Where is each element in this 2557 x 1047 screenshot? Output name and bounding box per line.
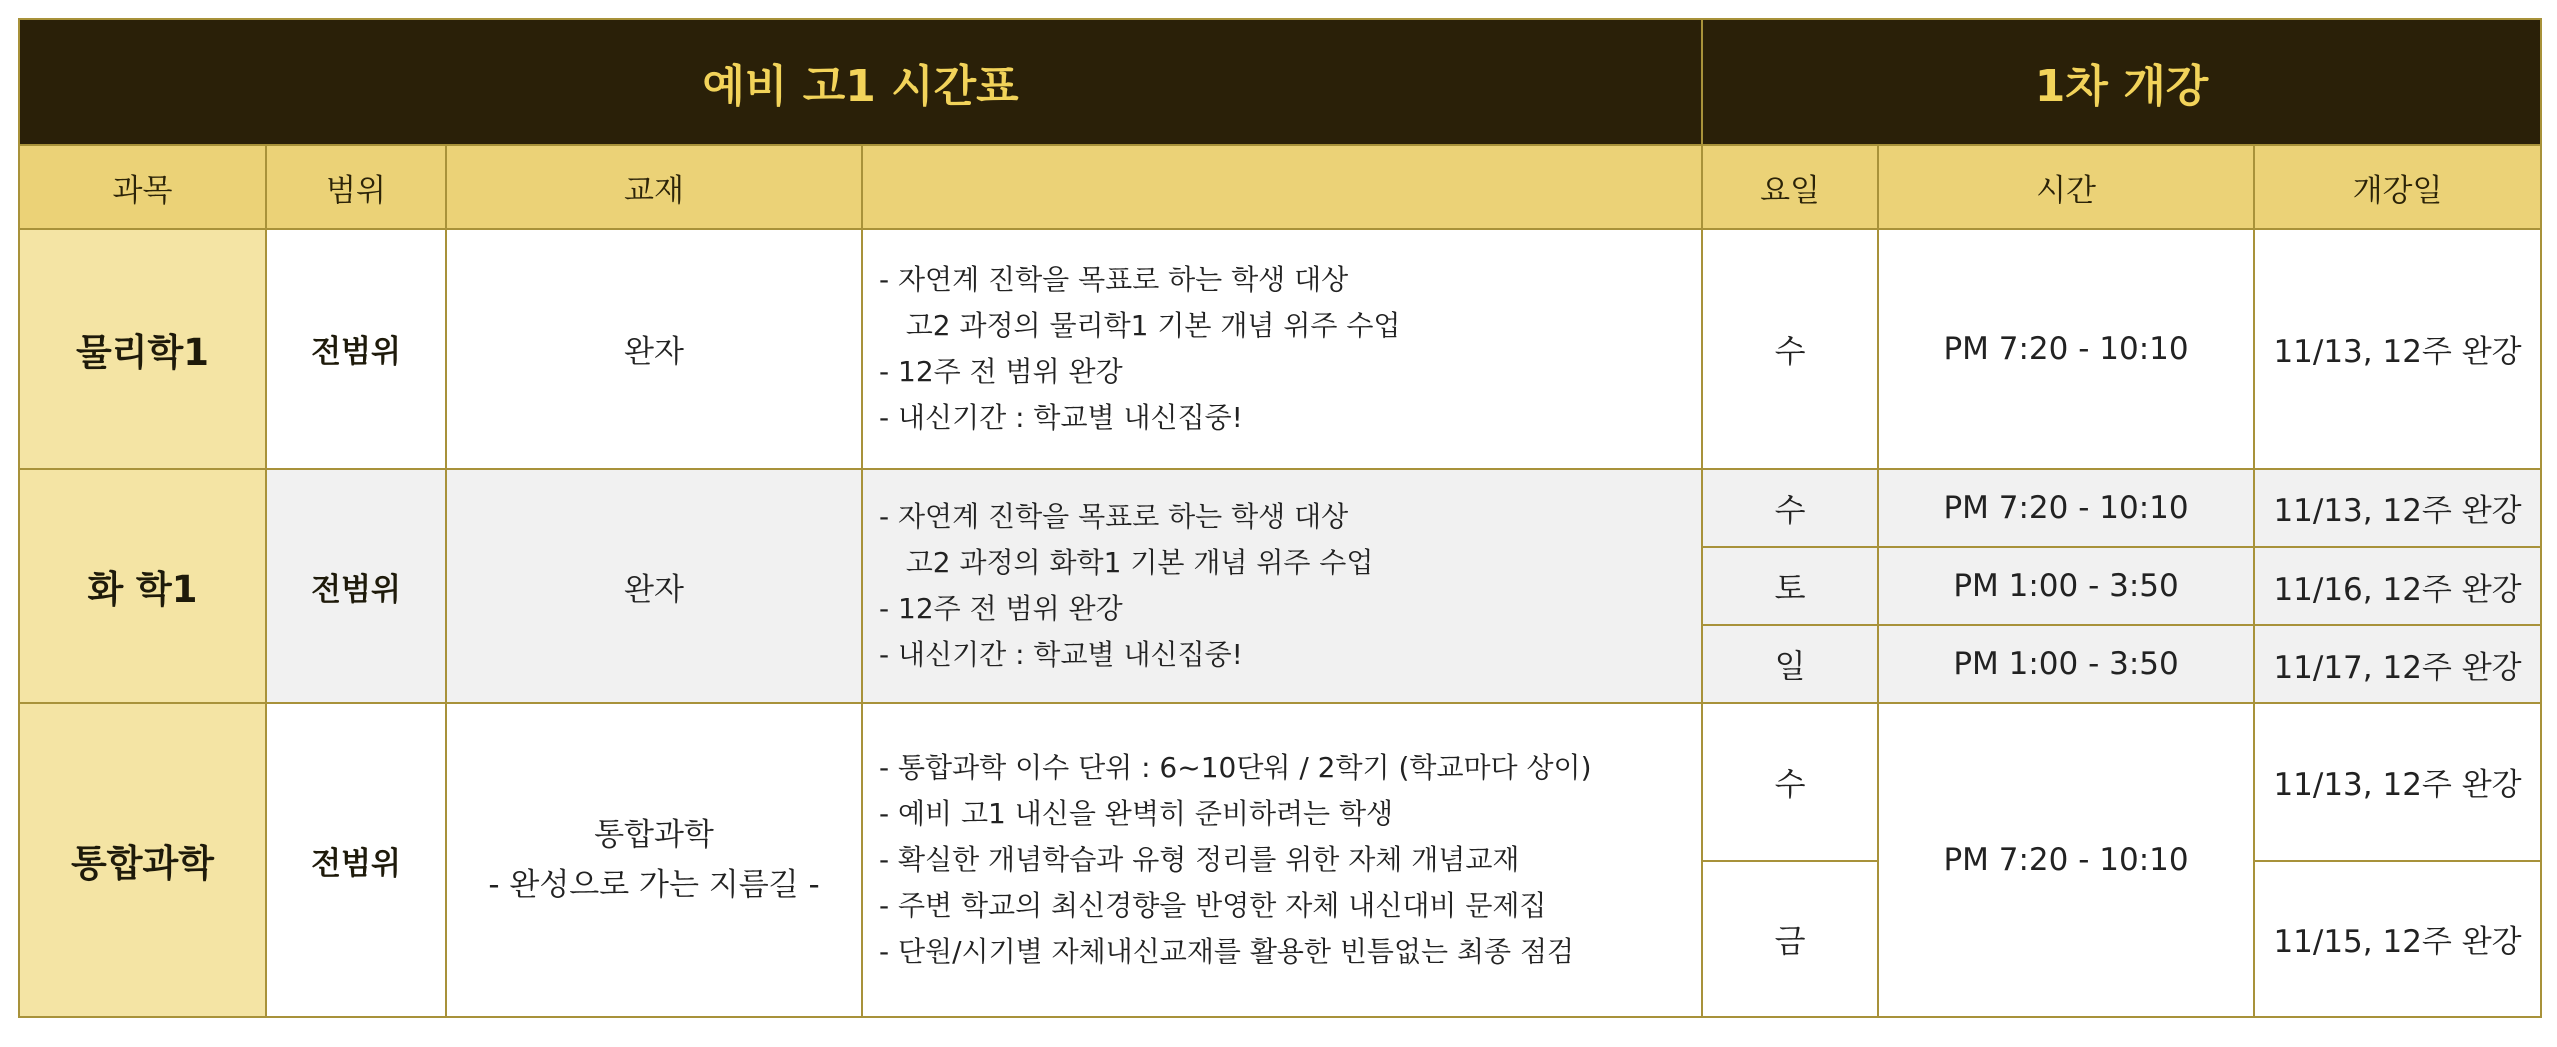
description-cell	[862, 469, 1702, 704]
session-title: 1차 개강	[1702, 19, 2541, 145]
range-cell: 전범위	[266, 703, 446, 1017]
range-cell: 전범위	[266, 229, 446, 469]
subject-cell: 통합과학	[19, 703, 266, 1017]
col-description	[862, 145, 1702, 229]
col-start: 개강일	[2254, 145, 2541, 229]
time-cell: PM 1:00 - 3:50	[1878, 547, 2254, 625]
time-cell: PM 7:20 - 10:10	[1878, 229, 2254, 469]
col-day: 요일	[1702, 145, 1878, 229]
description-line: - 자연계 진학을 목표로 하는 학생 대상	[879, 262, 1349, 296]
day-cell: 금	[1702, 861, 1878, 1017]
column-header-row	[19, 145, 2541, 229]
textbook-cell: 완자	[446, 229, 862, 469]
description-line: 고2 과정의 물리학1 기본 개념 위주 수업	[879, 308, 1401, 342]
description-line: - 12주 전 범위 완강	[879, 592, 1123, 625]
timetable	[18, 18, 2542, 1018]
textbook-subtitle: - 완성으로 가는 지름길 -	[488, 867, 820, 904]
textbook-title: 통합과학	[594, 817, 714, 854]
description-line: - 확실한 개념학습과 유형 정리를 위한 자체 개념교재	[879, 843, 1520, 877]
start-date-cell: 11/16, 12주 완강	[2254, 547, 2541, 625]
start-date-cell: 11/13, 12주 완강	[2254, 469, 2541, 547]
description-line: - 내신기간 : 학교별 내신집중!	[879, 400, 1243, 434]
col-subject: 과목	[19, 145, 266, 229]
description-line: - 예비 고1 내신을 완벽히 준비하려는 학생	[879, 797, 1394, 831]
time-cell: PM 7:20 - 10:10	[1878, 469, 2254, 547]
textbook-cell	[446, 703, 862, 1017]
time-cell: PM 7:20 - 10:10	[1878, 703, 2254, 1017]
subject-cell: 화 학1	[19, 469, 266, 704]
col-range: 범위	[266, 145, 446, 229]
start-date-cell: 11/17, 12주 완강	[2254, 625, 2541, 703]
description-cell	[862, 703, 1702, 1017]
day-cell: 일	[1702, 625, 1878, 703]
description-line: - 단원/시기별 자체내신교재를 활용한 빈틈없는 최종 점검	[879, 935, 1575, 969]
time-cell: PM 1:00 - 3:50	[1878, 625, 2254, 703]
timetable-title: 예비 고1 시간표	[19, 19, 1702, 145]
description-line: - 자연계 진학을 목표로 하는 학생 대상	[879, 500, 1349, 533]
start-date-cell: 11/13, 12주 완강	[2254, 703, 2541, 860]
day-cell: 수	[1702, 229, 1878, 469]
title-row	[19, 19, 2541, 145]
day-cell: 토	[1702, 547, 1878, 625]
description-line: - 통합과학 이수 단위 : 6~10단워 / 2학기 (학교마다 상이)	[879, 751, 1592, 785]
table-row	[19, 469, 2541, 547]
day-cell: 수	[1702, 469, 1878, 547]
description-line: - 내신기간 : 학교별 내신집중!	[879, 638, 1243, 671]
col-time: 시간	[1878, 145, 2254, 229]
description-cell	[862, 229, 1702, 469]
description-line: - 12주 전 범위 완강	[879, 354, 1123, 388]
day-cell: 수	[1702, 703, 1878, 860]
subject-cell: 물리학1	[19, 229, 266, 469]
start-date-cell: 11/13, 12주 완강	[2254, 229, 2541, 469]
table-row	[19, 229, 2541, 469]
start-date-cell: 11/15, 12주 완강	[2254, 861, 2541, 1017]
range-cell: 전범위	[266, 469, 446, 704]
description-line: 고2 과정의 화학1 기본 개념 위주 수업	[879, 546, 1374, 579]
textbook-cell: 완자	[446, 469, 862, 704]
col-textbook: 교재	[446, 145, 862, 229]
description-line: - 주변 학교의 최신경향을 반영한 자체 내신대비 문제집	[879, 889, 1547, 923]
table-row	[19, 703, 2541, 860]
